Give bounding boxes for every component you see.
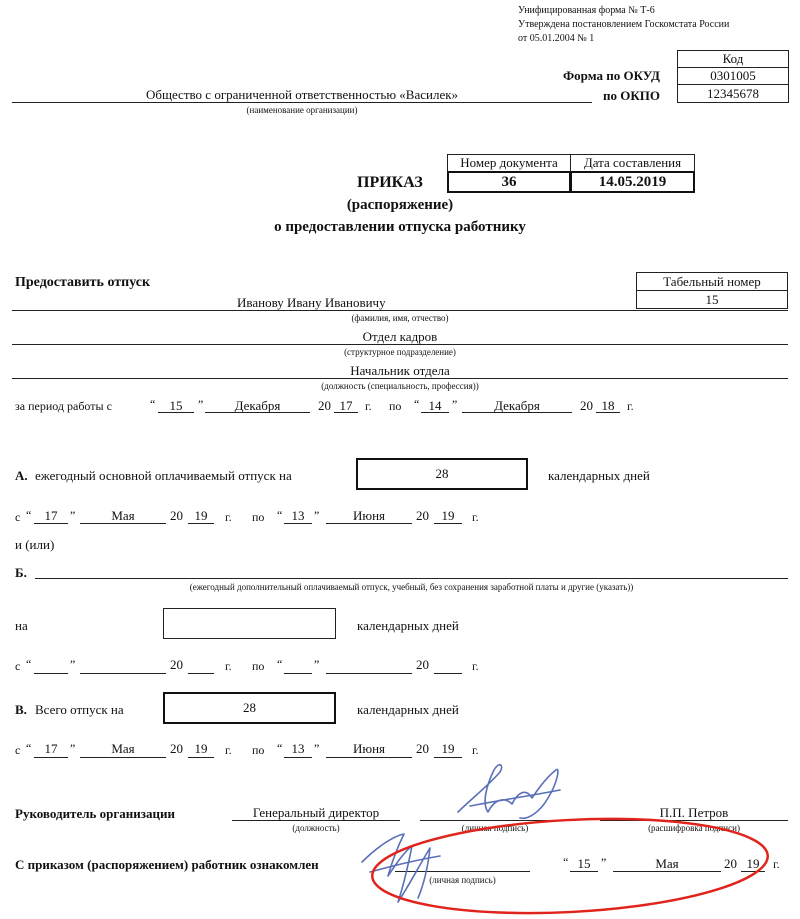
tab-number-value: 15 xyxy=(636,290,788,309)
section-a-to-year: 19 xyxy=(441,508,455,523)
ack-label: С приказом (распоряжением) работник ознакомлен xyxy=(15,857,319,872)
section-a-days-label: календарных дней xyxy=(548,468,650,483)
section-v-days-label: календарных дней xyxy=(357,702,459,717)
head-position-caption: (должность) xyxy=(292,823,340,833)
section-a-from-month: Мая xyxy=(111,508,135,523)
okpo-label: по ОКПО xyxy=(603,88,661,103)
period-to-label: по xyxy=(389,399,402,413)
section-v-from-month: Мая xyxy=(111,741,135,756)
okud-value: 0301005 xyxy=(677,67,789,85)
head-position: Генеральный директор xyxy=(252,805,380,820)
section-b-caption: (ежегодный дополнительный оплачиваемый отпуск, учебный, без сохранения заработной платы и другие (указать)) xyxy=(189,582,634,592)
employee-position: Начальник отдела xyxy=(350,363,450,378)
section-a-to-day: 13 xyxy=(291,508,305,523)
organization-name: Общество с ограниченной ответственностью «Василек» xyxy=(145,87,459,102)
doc-number: 36 xyxy=(447,171,571,193)
section-v-to-day: 13 xyxy=(291,741,305,756)
head-signature-caption: (личная подпись) xyxy=(461,823,529,833)
head-signature-mark xyxy=(458,765,560,819)
period-label: за период работы с xyxy=(15,399,112,413)
employee-name: Иванову Ивану Ивановичу xyxy=(237,295,386,310)
section-b-letter: Б. xyxy=(15,565,27,580)
period-from-day: 15 xyxy=(169,398,183,413)
section-a-from-day: 17 xyxy=(44,508,58,523)
highlight-ellipse xyxy=(370,810,770,919)
okud-label: Форма по ОКУД xyxy=(563,68,660,83)
head-name-caption: (расшифровка подписи) xyxy=(648,823,740,833)
ack-day: 15 xyxy=(577,856,591,871)
employee-department: Отдел кадров xyxy=(362,329,438,344)
ack-month: Мая xyxy=(655,856,679,871)
period-to-day: 14 xyxy=(428,398,442,413)
head-label: Руководитель организации xyxy=(15,806,175,821)
section-b-days-label: календарных дней xyxy=(357,618,459,633)
approved-line-1: Утверждена постановлением Госкомстата России xyxy=(518,19,730,30)
doc-date-label: Дата составления xyxy=(570,154,695,172)
section-v-to-month: Июня xyxy=(352,741,386,756)
ack-signature-caption: (личная подпись) xyxy=(429,875,496,885)
section-a-letter: А. xyxy=(15,468,28,483)
doc-subtitle: (распоряжение) xyxy=(346,197,454,213)
section-a-days: 28 xyxy=(356,458,528,490)
organization-caption: (наименование организации) xyxy=(246,105,358,115)
doc-number-label: Номер документа xyxy=(447,154,571,172)
period-to-month: Декабря xyxy=(494,398,540,413)
department-caption: (структурное подразделение) xyxy=(344,347,456,357)
section-v-letter: В. xyxy=(15,702,27,717)
period-from-year: 17 xyxy=(339,398,353,413)
section-a-from-year: 19 xyxy=(194,508,208,523)
and-or: и (или) xyxy=(15,537,55,552)
doc-date: 14.05.2019 xyxy=(570,171,695,193)
doc-heading: о предоставлении отпуска работнику xyxy=(274,219,526,235)
section-v-from-year: 19 xyxy=(194,741,208,756)
position-caption: (должность (специальность, профессия)) xyxy=(321,381,479,391)
code-header: Код xyxy=(677,50,789,68)
section-b-na: на xyxy=(15,618,28,633)
period-from-month: Декабря xyxy=(234,398,281,413)
section-a-label: ежегодный основной оплачиваемый отпуск на xyxy=(35,468,292,483)
section-v-from-day: 17 xyxy=(44,741,58,756)
section-v-days: 28 xyxy=(163,692,336,724)
tab-number-label: Табельный номер xyxy=(636,272,788,291)
section-v-label: Всего отпуск на xyxy=(35,702,124,717)
approved-line-2: от 05.01.2004 № 1 xyxy=(518,33,595,44)
okpo-value: 12345678 xyxy=(677,84,789,103)
ack-year: 19 xyxy=(746,856,760,871)
doc-title: ПРИКАЗ xyxy=(357,174,423,191)
period-to-year: 18 xyxy=(601,398,615,413)
head-name: П.П. Петров xyxy=(659,805,729,820)
grant-label: Предоставить отпуск xyxy=(15,275,151,290)
section-a-to-month: Июня xyxy=(352,508,386,523)
name-caption: (фамилия, имя, отчество) xyxy=(351,313,449,323)
section-v-to-year: 19 xyxy=(441,741,455,756)
form-name: Унифицированная форма № Т-6 xyxy=(518,5,655,16)
